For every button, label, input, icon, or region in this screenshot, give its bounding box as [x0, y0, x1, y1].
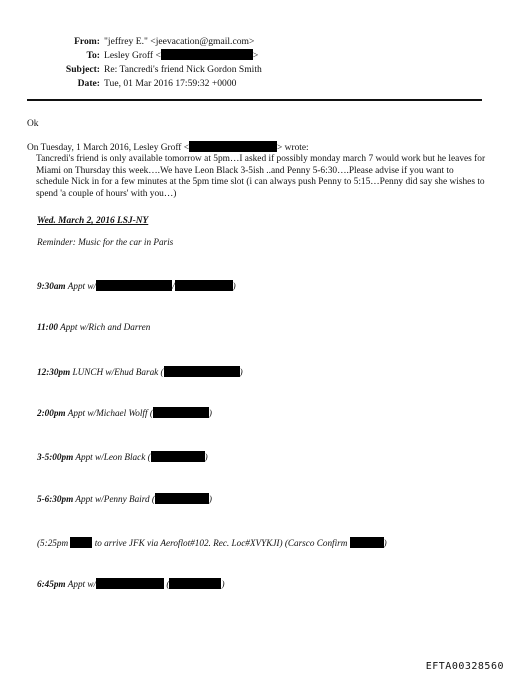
schedule-text: Appt w/Leon Black (: [75, 452, 151, 462]
quoted-message: Tancredi's friend is only available tomorrow at 5pm…I asked if possibly monday march 7 would work but he leaves for Miami on Thursday this week….We have Leon Black 3-5ish ..and Penny 5-6:30….Please advise if you want to schedule Nick in for a few minutes at the 5pm time slot (i can always push Penny to 5:15…Penny did say she wishes to spend 'a couple of hours' with you…): [36, 154, 486, 199]
schedule-text: Appt w/: [67, 281, 97, 291]
email-header: [0, 35, 512, 91]
schedule-text-end: ): [239, 367, 243, 377]
email-body: [27, 119, 487, 201]
schedule-time: 12:30pm: [37, 367, 71, 377]
schedule-time: 6:45pm: [37, 579, 66, 589]
redaction-box: [70, 537, 92, 548]
schedule-item: [37, 407, 212, 418]
to-value: [104, 49, 258, 63]
redaction-box: [96, 578, 164, 589]
to-row: [0, 49, 512, 63]
bates-number: EFTA00328560: [425, 661, 504, 672]
redaction-box: [161, 49, 253, 60]
schedule-item: [37, 537, 387, 548]
to-value-post: >: [252, 50, 259, 61]
to-value-pre: Lesley Groff <: [104, 50, 161, 61]
schedule-item: [37, 280, 236, 291]
to-label: To:: [86, 50, 100, 61]
schedule-time: (5:25pm: [37, 538, 69, 548]
schedule-item: [37, 451, 208, 462]
schedule-text: LUNCH w/Ehud Barak (: [72, 367, 164, 377]
quote-intro-post: > wrote:: [277, 142, 309, 153]
subject-row: [0, 63, 512, 77]
schedule-text: to arrive JFK via Aeroflot#102. Rec. Loc#XVYKJI) (Carsco Confirm: [94, 538, 348, 548]
redaction-box: [164, 366, 240, 377]
date-row: [0, 77, 512, 91]
schedule-text-end: ): [208, 408, 212, 418]
schedule-text: Appt w/Rich and Darren: [60, 322, 151, 332]
schedule-text-mid: (: [166, 579, 170, 589]
schedule-item: [37, 578, 225, 589]
redaction-box: [96, 280, 172, 291]
subject-value: Re: Tancredi's friend Nick Gordon Smith: [104, 64, 262, 75]
redaction-box: [155, 493, 209, 504]
schedule-time: 3-5:00pm: [37, 452, 74, 462]
date-label: Date:: [77, 78, 100, 89]
schedule-text: Appt w/Penny Baird (: [75, 494, 155, 504]
header-divider: [27, 99, 482, 101]
date-value: Tue, 01 Mar 2016 17:59:32 +0000: [104, 78, 237, 89]
from-label: From:: [74, 36, 100, 47]
schedule-item: [37, 322, 150, 332]
schedule-time: 5-6:30pm: [37, 494, 74, 504]
redaction-box: [151, 451, 205, 462]
schedule-text: Appt w/Michael Wolff (: [67, 408, 153, 418]
redaction-box: [153, 407, 209, 418]
from-value: "jeffrey E." <jeevacation@gmail.com>: [104, 36, 255, 47]
schedule-time: 11:00: [37, 322, 58, 332]
schedule-time: 9:30am: [37, 281, 66, 291]
quote-intro-pre: On Tuesday, 1 March 2016, Lesley Groff <: [27, 142, 190, 153]
schedule-text-end: ): [221, 579, 225, 589]
schedule-text-mid: /: [172, 281, 175, 291]
redaction-box: [175, 280, 233, 291]
schedule-text: Appt w/: [67, 579, 97, 589]
subject-label: Subject:: [65, 64, 100, 75]
schedule-text-end: ): [383, 538, 387, 548]
schedule-reminder: Reminder: Music for the car in Paris: [37, 237, 174, 247]
quote-intro: [27, 141, 487, 155]
schedule-item: [37, 366, 243, 377]
schedule-text-end: ): [232, 281, 236, 291]
schedule-time: 2:00pm: [37, 408, 66, 418]
redaction-box: [350, 537, 384, 548]
schedule-text-end: ): [204, 452, 208, 462]
from-row: [0, 35, 512, 49]
redaction-box: [189, 141, 277, 152]
schedule-title: Wed. March 2, 2016 LSJ-NY: [37, 216, 149, 226]
redaction-box: [169, 578, 221, 589]
schedule-item: [37, 493, 212, 504]
schedule-text-end: ): [208, 494, 212, 504]
reply-text: Ok: [27, 119, 39, 129]
